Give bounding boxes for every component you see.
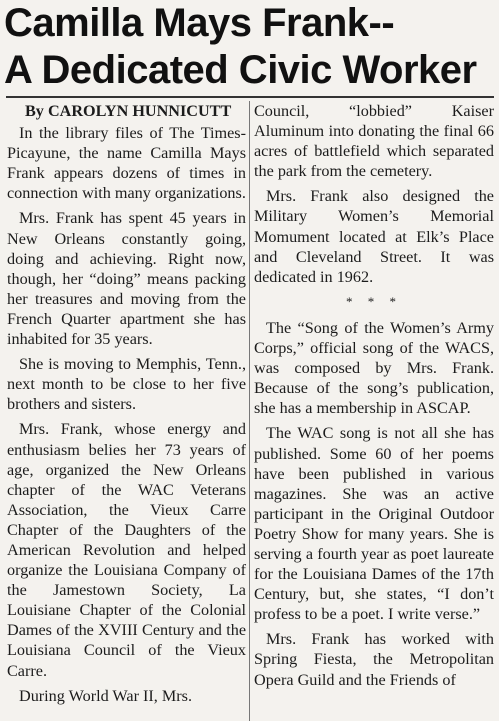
right-column [254,101,494,695]
paragraph: Mrs. Frank also designed the Military Women’s Memorial Momument located at Elk’s Place and Cleveland Street. It was dedicated in 1962. [254,187,494,286]
paragraph: She is moving to Memphis, Tenn., next month to be close to her five brothers and sisters. [7,355,246,414]
left-column [7,101,246,711]
headline-line-2: A Dedicated Civic Worker [4,48,477,92]
headline-line-1: Camilla Mays Frank-- [4,1,395,45]
headline-rule [6,96,494,98]
article-headline [4,0,496,94]
section-separator: * * * [346,293,402,309]
paragraph: The WAC song is not all she has published. Some 60 of her poems have been published in various magazines. She was an active participant in the Original Outdoor Poetry Show for many years. She is serving a fourth year as poet laureate for the Louisiana Dames of the 17th Century, but, she states, “I don’t profess to be a poet. I write verse.” [254,424,494,624]
paragraph: Mrs. Frank has spent 45 years in New Orleans constantly going, doing and achieving. Right now, though, her “doing” means packing her treasures and moving from the French Quarter apartment she has inhabited for 35 years. [7,209,246,349]
byline: By CAROLYN HUNNICUTT [25,102,232,120]
paragraph: Mrs. Frank has worked with Spring Fiesta, the Metropolitan Opera Guild and the Friends of [254,630,494,689]
column-divider [249,101,250,721]
paragraph: The “Song of the Women’s Army Corps,” official song of the WACS, was composed by Mrs. Frank. Because of the song’s publication, she has a membership in ASCAP. [254,318,494,418]
paragraph-continuation: Council, “lobbied” Kaiser Aluminum into donating the final 66 acres of battlefield which separated the park from the cemetery. [254,102,494,181]
paragraph: During World War II, Mrs. [19,686,193,705]
paragraph: In the library files of The Times-Picayune, the name Camilla Mays Frank appears dozens of times in connection with many organizations. [7,124,246,203]
paragraph: Mrs. Frank, whose energy and enthusiasm belies her 73 years of age, organized the New Orleans chapter of the WAC Veterans Association, the Vieux Carre Chapter of the Daughters of the American Revolution and helped organize the Louisiana Company of the Jamestown Society, La Louisiane Chapter of the Colonial Dames of the XVIII Century and the Louisiana Council of the Vieux Carre. [7,420,246,680]
